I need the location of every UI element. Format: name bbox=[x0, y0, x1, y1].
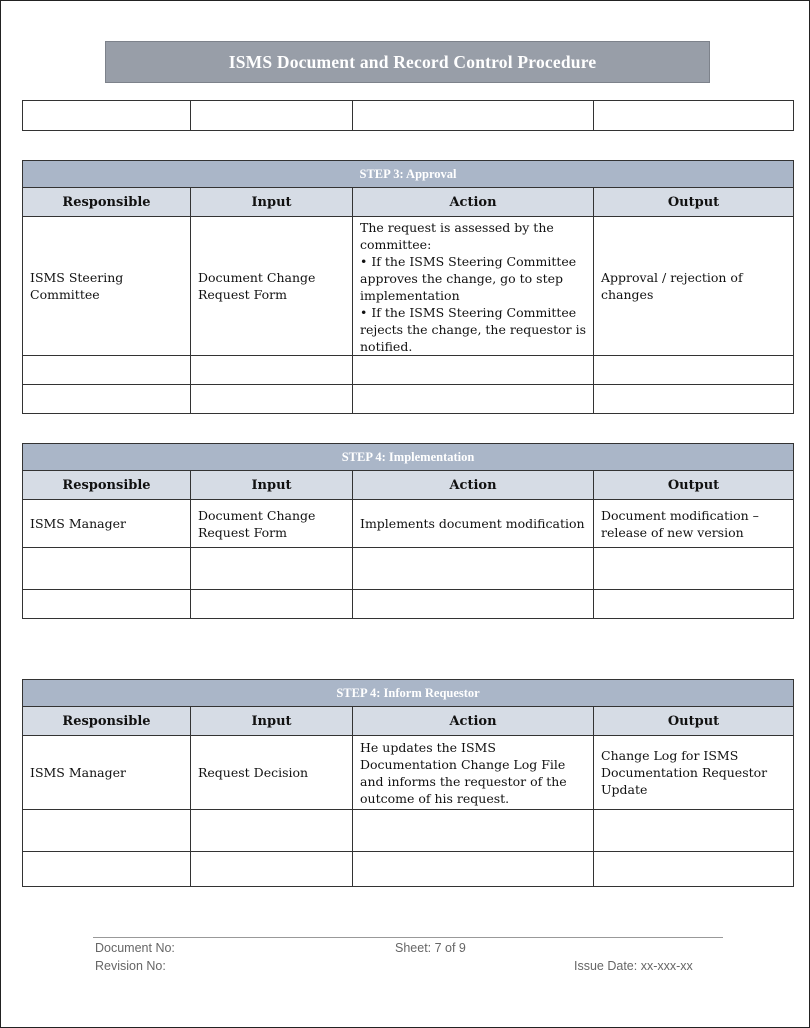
footer-divider bbox=[93, 937, 723, 938]
column-header-responsible: Responsible bbox=[23, 707, 191, 736]
empty-cell bbox=[594, 385, 794, 414]
empty-cell bbox=[594, 548, 794, 590]
column-header-input: Input bbox=[191, 471, 353, 500]
column-header-action: Action bbox=[353, 471, 594, 500]
empty-cell bbox=[594, 101, 794, 131]
column-header-responsible: Responsible bbox=[23, 471, 191, 500]
column-header-input: Input bbox=[191, 707, 353, 736]
empty-cell bbox=[191, 101, 353, 131]
footer-sheet: Sheet: 7 of 9 bbox=[395, 941, 466, 955]
table-row bbox=[23, 101, 794, 131]
empty-cell bbox=[353, 548, 594, 590]
table-row bbox=[23, 356, 794, 385]
empty-cell bbox=[594, 590, 794, 619]
responsible-cell: ISMS Manager bbox=[23, 736, 191, 810]
action-bullet: • If the ISMS Steering Committee rejects the change, the requestor is notified. bbox=[360, 305, 586, 354]
empty-cell bbox=[594, 356, 794, 385]
column-header-input: Input bbox=[191, 188, 353, 217]
action-bullet: • If the ISMS Steering Committee approves the change, go to step implementation bbox=[360, 254, 577, 303]
empty-cell bbox=[353, 590, 594, 619]
table-row bbox=[23, 590, 794, 619]
table-row bbox=[23, 385, 794, 414]
empty-cell bbox=[191, 852, 353, 887]
output-cell: Change Log for ISMS Documentation Requestor Update bbox=[594, 736, 794, 810]
top-partial-table bbox=[22, 100, 794, 131]
empty-cell bbox=[191, 356, 353, 385]
column-header-output: Output bbox=[594, 188, 794, 217]
action-cell: Implements document modification bbox=[353, 500, 594, 548]
step-4-implementation-table bbox=[22, 443, 794, 619]
table-row bbox=[23, 852, 794, 887]
empty-cell bbox=[353, 101, 594, 131]
column-header-output: Output bbox=[594, 471, 794, 500]
empty-cell bbox=[23, 810, 191, 852]
empty-cell bbox=[191, 590, 353, 619]
column-header-responsible: Responsible bbox=[23, 188, 191, 217]
output-cell: Approval / rejection of changes bbox=[594, 217, 794, 356]
footer-revision-no: Revision No: bbox=[95, 959, 166, 973]
table-row bbox=[23, 217, 794, 356]
step-4-inform-requestor-table bbox=[22, 679, 794, 887]
empty-cell bbox=[23, 101, 191, 131]
empty-cell bbox=[191, 810, 353, 852]
footer-document-no: Document No: bbox=[95, 941, 175, 955]
step-heading: STEP 3: Approval bbox=[23, 161, 794, 188]
empty-cell bbox=[23, 385, 191, 414]
action-cell bbox=[353, 217, 594, 356]
empty-cell bbox=[23, 590, 191, 619]
document-title: ISMS Document and Record Control Procedure bbox=[228, 51, 597, 72]
step-heading: STEP 4: Implementation bbox=[23, 444, 794, 471]
table-row bbox=[23, 500, 794, 548]
action-line: The request is assessed by the committee: bbox=[360, 220, 554, 252]
empty-cell bbox=[23, 548, 191, 590]
input-cell: Document Change Request Form bbox=[191, 217, 353, 356]
table-row bbox=[23, 810, 794, 852]
footer-issue-date: Issue Date: xx-xxx-xx bbox=[574, 959, 693, 973]
table-row bbox=[23, 736, 794, 810]
step-heading: STEP 4: Inform Requestor bbox=[23, 680, 794, 707]
empty-cell bbox=[23, 852, 191, 887]
empty-cell bbox=[353, 852, 594, 887]
responsible-cell: ISMS Manager bbox=[23, 500, 191, 548]
column-header-action: Action bbox=[353, 188, 594, 217]
input-cell: Document Change Request Form bbox=[191, 500, 353, 548]
column-header-output: Output bbox=[594, 707, 794, 736]
empty-cell bbox=[594, 810, 794, 852]
responsible-cell: ISMS Steering Committee bbox=[23, 217, 191, 356]
document-title-banner bbox=[105, 41, 710, 83]
empty-cell bbox=[594, 852, 794, 887]
output-cell: Document modification – release of new version bbox=[594, 500, 794, 548]
empty-cell bbox=[191, 385, 353, 414]
step-3-approval-table bbox=[22, 160, 794, 414]
table-row bbox=[23, 548, 794, 590]
empty-cell bbox=[191, 548, 353, 590]
column-header-action: Action bbox=[353, 707, 594, 736]
input-cell: Request Decision bbox=[191, 736, 353, 810]
empty-cell bbox=[23, 356, 191, 385]
empty-cell bbox=[353, 810, 594, 852]
empty-cell bbox=[353, 356, 594, 385]
action-cell: He updates the ISMS Documentation Change Log File and informs the requestor of the outcome of his request. bbox=[353, 736, 594, 810]
empty-cell bbox=[353, 385, 594, 414]
